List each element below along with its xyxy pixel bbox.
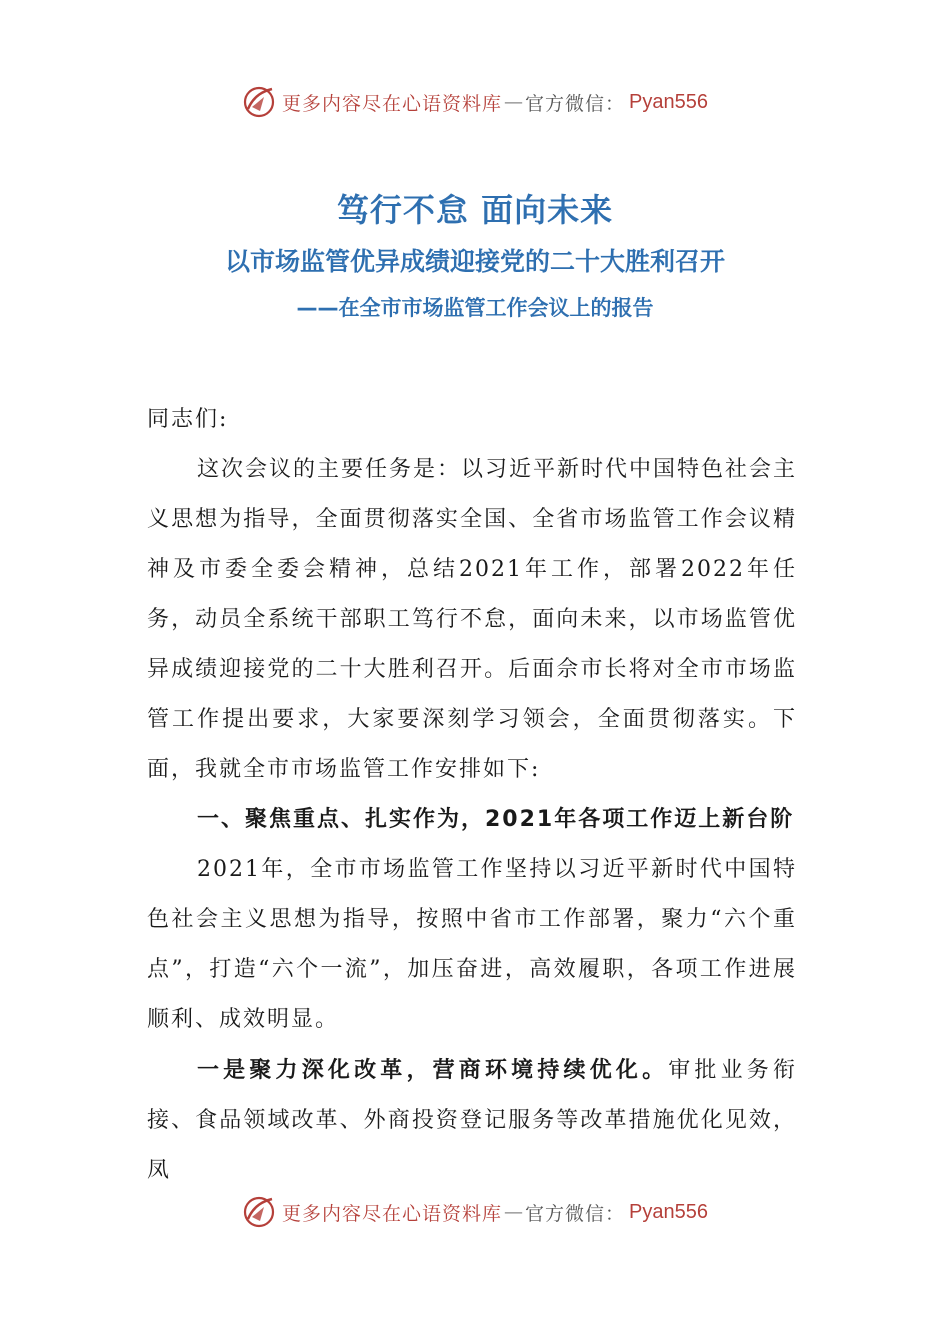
header-banner [0, 82, 950, 122]
banner-text: 更多内容尽在心语资料库 [282, 92, 503, 115]
paragraph-summary: 2021年，全市市场监管工作坚持以习近平新时代中国特色社会主义思想为指导，按照中省市工作部署，聚力“六个重点”，打造“六个一流”，加压奋进，高效履职，各项工作进展顺利、成效明显。 [147, 857, 797, 1032]
banner-wechat-id: Pyan556 [629, 90, 708, 113]
banner-text: 更多内容尽在心语资料库 [282, 1202, 503, 1225]
paragraph-intro: 这次会议的主要任务是：以习近平新时代中国特色社会主义思想为指导，全面贯彻落实全国、全省市场监管工作会议精神及市委全委会精神，总结2021年工作，部署2022年任务，动员全系统干部职工笃行不怠，面向未来，以市场监管优异成绩迎接党的二十大胜利召开。后面佘市长将对全市市场监管工作提出要求，大家要深刻学习领会，全面贯彻落实。下面，我就全市市场监管工作安排如下: [147, 457, 798, 782]
banner-wechat-label: 官方微信： [525, 92, 626, 115]
greeting: 同志们: [147, 407, 229, 432]
main-title: 笃行不怠 面向未来 [336, 191, 614, 229]
banner-dash: — [504, 1201, 524, 1223]
paragraph-reform-lead: 一是聚力深化改革，营商环境持续优化。 [197, 1057, 669, 1083]
banner-dash: — [504, 91, 524, 113]
footer-banner [0, 1192, 950, 1232]
document-body [147, 395, 797, 1196]
banner-wechat-label: 官方微信： [525, 1202, 626, 1225]
logo-icon [242, 85, 276, 119]
paragraph-reform [147, 1045, 797, 1196]
subtitle: 以市场监管优异成绩迎接党的二十大胜利召开 [224, 247, 725, 276]
banner-wechat-id: Pyan556 [629, 1200, 708, 1223]
section-heading-1: 一、聚焦重点、扎实作为，2021年各项工作迈上新台阶 [197, 807, 795, 832]
report-subtitle: ——在全市市场监管工作会议上的报告 [296, 296, 654, 320]
paragraph-reform-text: 审批业务衔接、食品领域改革、外商投资登记服务等改革措施优化见效，凤 [147, 1058, 797, 1183]
title-block [0, 186, 950, 328]
logo-icon [242, 1195, 276, 1229]
